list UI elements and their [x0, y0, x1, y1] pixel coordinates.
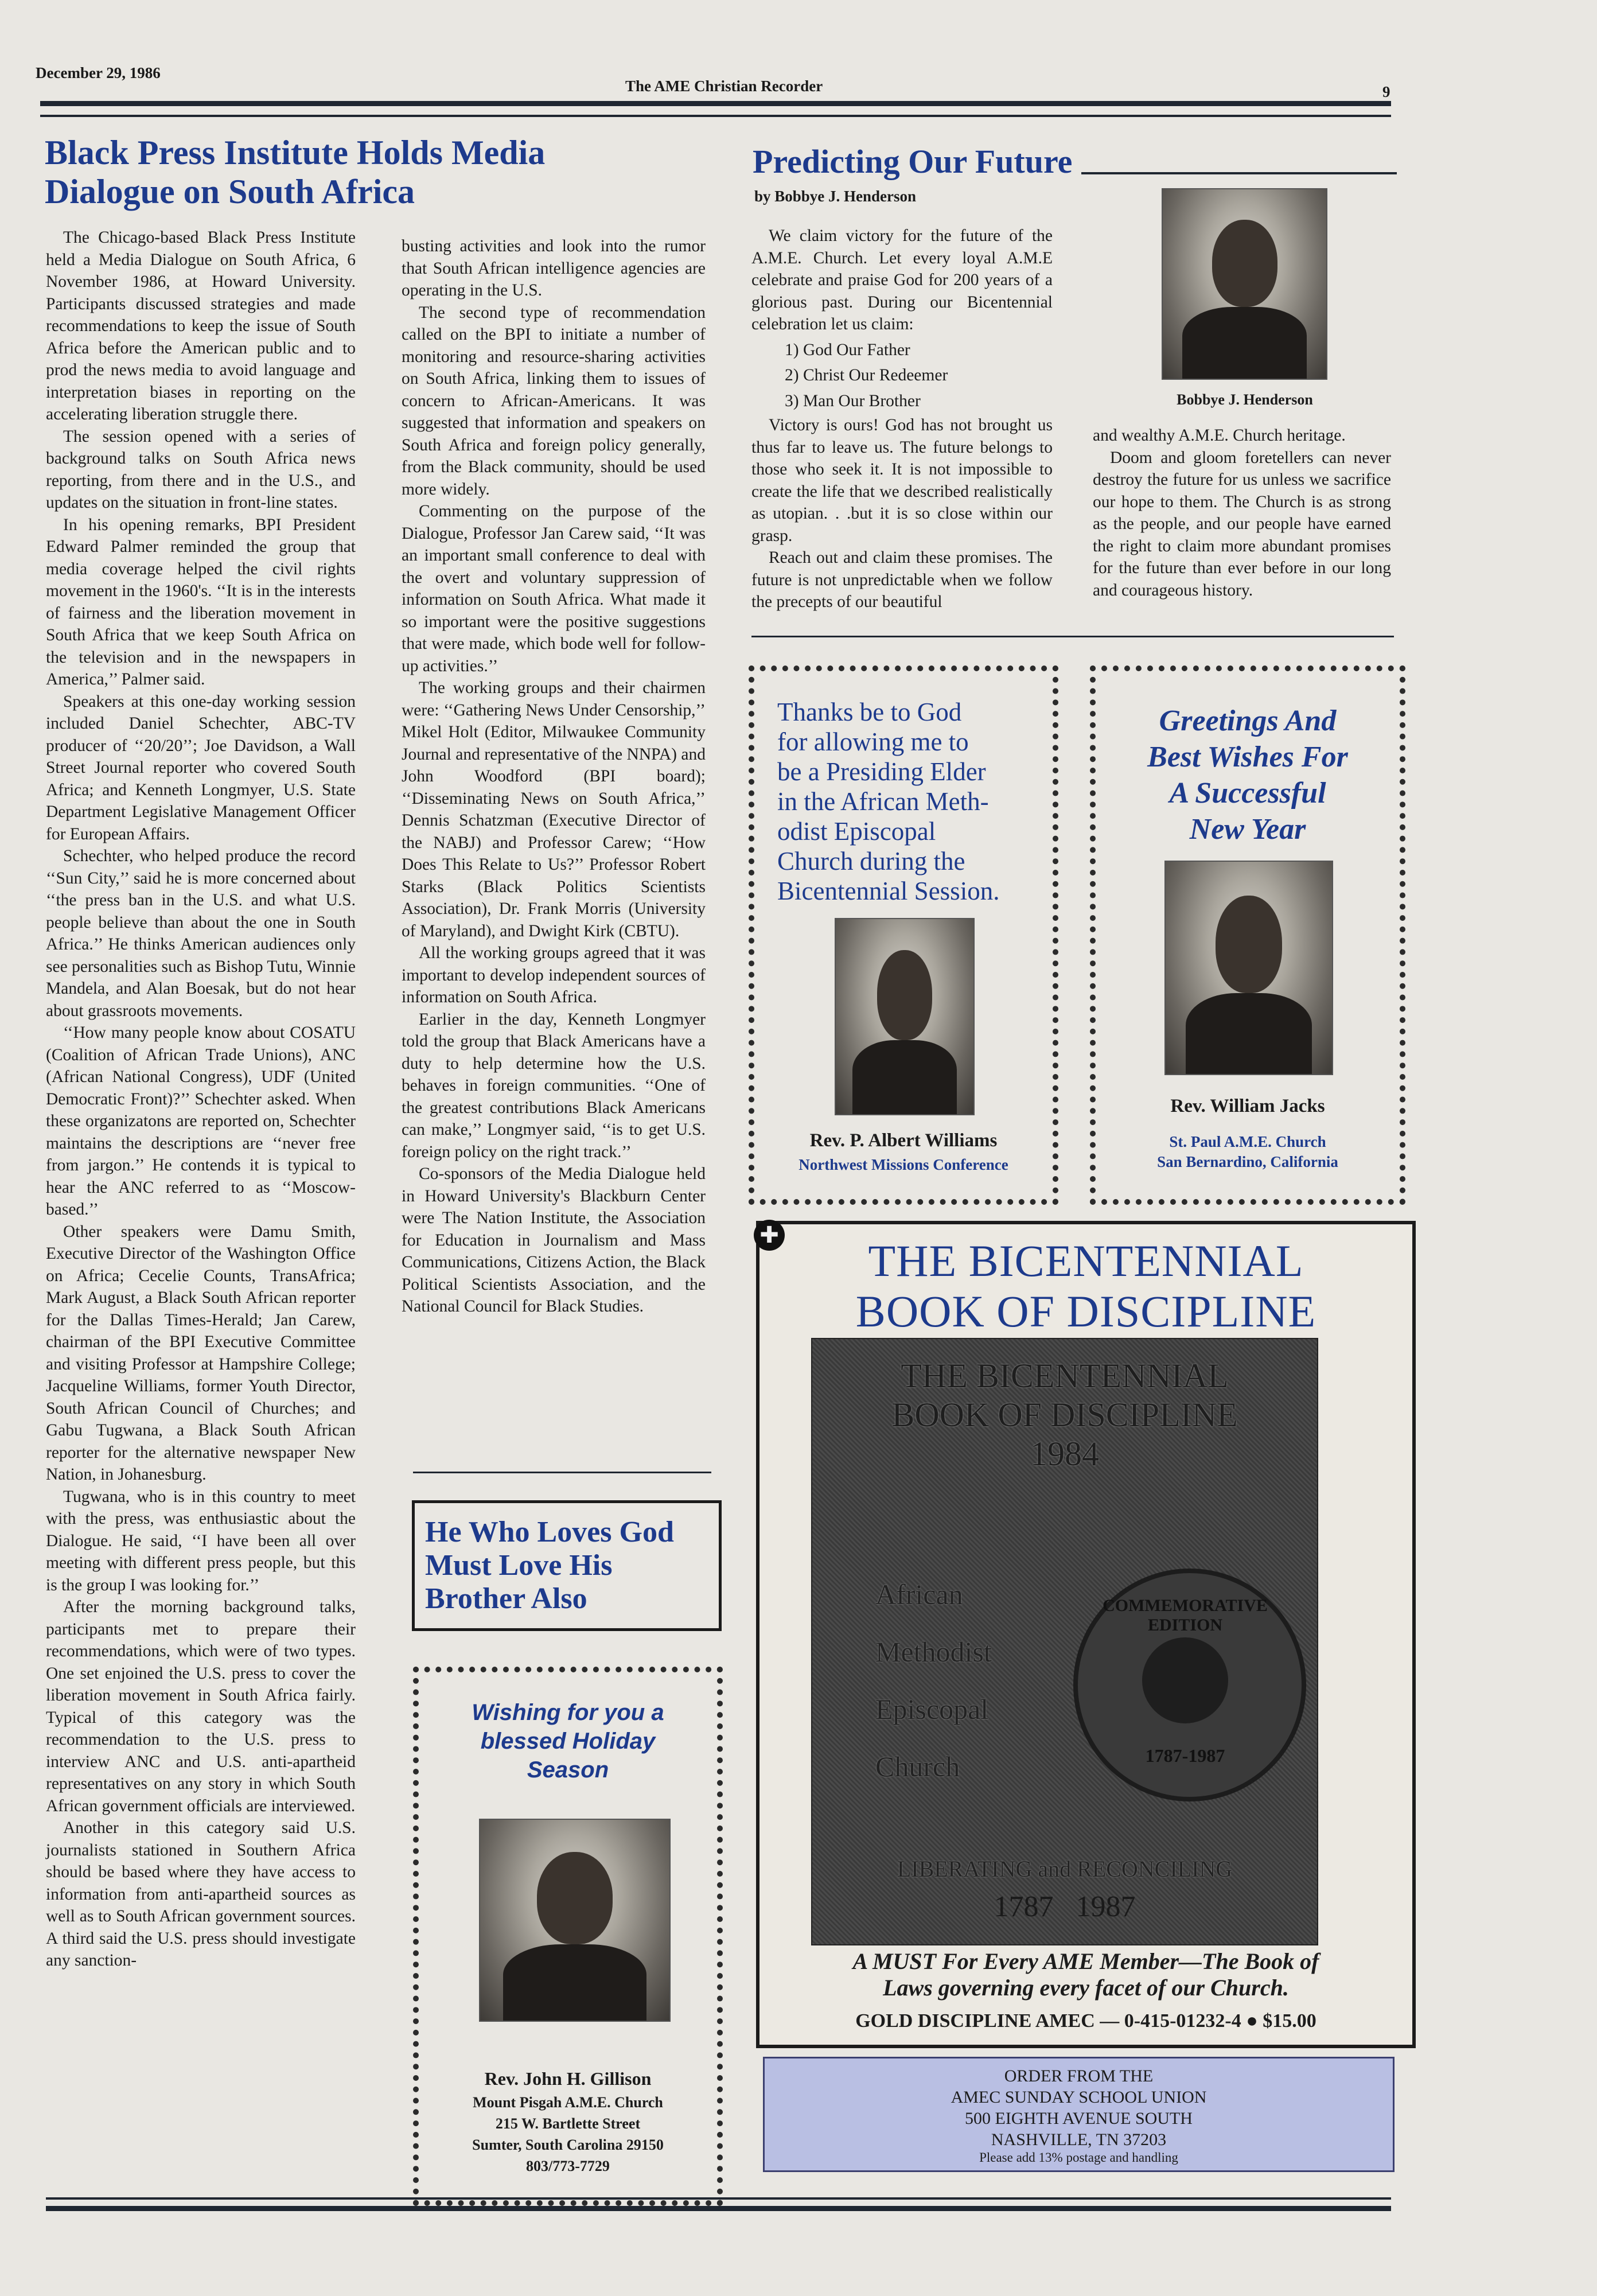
gillison-city: Sumter, South Carolina 29150 [472, 2137, 664, 2153]
paragraph: ‘‘How many people know about COSATU (Coalition of African Trade Unions), ANC (African National Congress), UDF (United Democratic Front)?’’ Schechter asked. When these organizatons are reported on, Schechter maintains the descriptions are ‘‘never free from jargon.’’ He contends it is typical to hear the ANC referred to as ‘‘Moscow-based.’’ [46, 1024, 356, 1219]
jacks-city: San Bernardino, California [1157, 1153, 1338, 1170]
brother-ad [412, 1500, 722, 1631]
book-cover-image [811, 1338, 1318, 1945]
jacks-portrait [1164, 861, 1333, 1075]
commemorative-seal [1073, 1569, 1306, 1801]
message-line: odist Episcopal [777, 817, 936, 846]
gillison-street: 215 W. Bartlette Street [495, 2115, 641, 2132]
paragraph: We claim victory for the future of the A.M.E. Church. Let every loyal A.M.E celebrate and praise God for 200 years of a glorious past. During our Bicentennial celebration let us claim: [751, 227, 1053, 333]
discipline-title-line-1: THE BICENTENNIAL [868, 1236, 1304, 1286]
order-postage: Please add 13% postage and handling [979, 2150, 1178, 2165]
article2-column-2 [1093, 425, 1391, 601]
church-word: Church [875, 1750, 960, 1783]
book-cover-title-line-1: THE BICENTENNIAL [901, 1357, 1229, 1395]
gillison-portrait [479, 1819, 671, 2022]
henderson-portrait [1162, 188, 1327, 380]
paragraph: Co-sponsors of the Media Dialogue held in Howard University's Blackburn Center were The Nation Institute, the Association for Education in Journalism and Mass Communications, Citizens Action, the Black Political Scientists Association, and the National Council for Black Studies. [402, 1165, 706, 1316]
paragraph: and wealthy A.M.E. Church heritage. [1093, 426, 1346, 445]
message-line: be a Presiding Elder [777, 757, 986, 786]
paragraph: After the morning background talks, participants met to prepare their recommendations, which were of two types. One set enjoined the U.S. press to cover the liberation movement in South Africa fairly. Typical of this category was the recommendation to the U.S. press to interview ANC and U.S. anti-apartheid representatives on any story in which South African government officials are interviewed. [46, 1598, 356, 1815]
discipline-title [759, 1236, 1412, 1337]
order-address: 500 EIGHTH AVENUE SOUTH [965, 2109, 1193, 2128]
headline-rule [1081, 172, 1397, 174]
tagline-line-2: Laws governing every facet of our Church. [883, 1975, 1289, 2001]
williams-name: Rev. P. Albert Williams [809, 1130, 998, 1151]
page-number: 9 [1382, 83, 1390, 100]
book-cover-title [812, 1356, 1317, 1473]
publication-name: The AME Christian Recorder [625, 77, 823, 95]
article2-column-1 [751, 225, 1053, 613]
article-column-1 [46, 227, 356, 1972]
article2-headline: Predicting Our Future [753, 143, 1073, 180]
discipline-title-line-2: BOOK OF DISCIPLINE [855, 1286, 1316, 1336]
footer-rule-thin [46, 2197, 1391, 2200]
claim-item: 2) Christ Our Redeemer [785, 366, 948, 384]
paragraph: The session opened with a series of background talks on South Africa news reporting, from there and in the U.S., and updates on the situation in front-line states. [46, 427, 356, 512]
jacks-ad [1090, 666, 1405, 1205]
column-divider [413, 1472, 711, 1473]
paragraph: Speakers at this one-day working session included Daniel Schechter, ABC-TV producer of ‘‘20/20’’; Joe Davidson, a Wall Street Journal reporter who covered South Africa; and Kenneth Longmyer, U.S. State Department Legislative Management Officer for European Affairs. [46, 692, 356, 843]
brother-ad-line-1: He Who Loves God [425, 1516, 674, 1548]
gillison-church: Mount Pisgah A.M.E. Church [473, 2094, 663, 2111]
brother-ad-line-2: Must Love His [425, 1549, 613, 1582]
greeting-line: Greetings And [1159, 705, 1337, 737]
greeting-line: A Successful [1169, 777, 1326, 810]
paragraph: The working groups and their chairmen were: ‘‘Gathering News Under Censorship,’’ Mikel Holt (Editor, Milwaukee Community Journal and representative of the NNPA) and John Woodford (BPI board); ‘‘Disseminating News on South Africa,’’ Dennis Schatzman (Executive Director of the NABJ) and Professor Carew; ‘‘How Does This Relate to Us?’’ Professor Robert Starks (Black Politics Scientists Association), Dr. Frank Morris (University of Maryland), and Dwight Kirk (CBTU). [402, 679, 706, 940]
message-line: Church during the [777, 847, 965, 875]
article-column-2 [402, 235, 706, 1318]
paragraph: Tugwana, who is in this country to meet with the press, was enthusiastic about the Dialogue. He said, ‘‘I have been all over meeting with different press people, but this is the group I was looking for.’’ [46, 1487, 356, 1594]
greeting-line-1: Wishing for you a [472, 1700, 664, 1725]
greeting-line-2: blessed Holiday [480, 1729, 656, 1754]
seal-text: COMMEMORATIVE EDITION [1103, 1596, 1268, 1635]
paragraph: The Chicago-based Black Press Institute held a Media Dialogue on South Africa, 6 November 1986, at Howard University. Participants discussed strategies and made recommendations to keep the issue of South Africa before the American public and to prod the news media to avoid language and interpretation biases in reporting on the accelerating liberation struggle there. [46, 228, 356, 423]
gillison-ad [413, 1667, 723, 2206]
paragraph: Commenting on the purpose of the Dialogue, Professor Jan Carew said, ‘‘It was an important small conference to deal with the overt and voluntary suppression of information on South Africa. What made it so important were the positive suggestions that were made, which bode well for follow-up activities.’’ [402, 502, 706, 675]
greeting-line: New Year [1189, 813, 1306, 846]
paragraph: Doom and gloom foretellers can never destroy the future for us unless we sacrifice our hope to them. The Church is as strong as the people, and our people have earned the right to claim more abundant promises for the future than ever before in our long and courageous history. [1093, 448, 1391, 600]
paragraph: In his opening remarks, BPI President Edward Palmer reminded the group that media coverage helped the civil rights movement in the 1960's. ‘‘It is in the interests of fairness and the liberation movement in South Africa that we keep South Africa on the television and in the newspapers in America,’’ Palmer said. [46, 515, 356, 688]
message-line: for allowing me to [777, 727, 969, 756]
issue-date: December 29, 1986 [36, 64, 161, 81]
claim-item: 3) Man Our Brother [785, 391, 921, 410]
paragraph: Schechter, who helped produce the record ‘‘Sun City,’’ said he is more concerned about ‘‘the press ban in the U.S. and what U.S. people believe than about the one in South Africa.’’ He thinks American audiences only see personalities such as Bishop Tutu, Winnie Mandela, and Alan Boesak, but do not hear about grassroots movements. [46, 847, 356, 1020]
williams-conference: Northwest Missions Conference [799, 1156, 1008, 1173]
order-city: NASHVILLE, TN 37203 [991, 2130, 1167, 2149]
williams-ad [749, 666, 1058, 1205]
claim-item: 1) God Our Father [785, 340, 910, 359]
paragraph: All the working groups agreed that it was important to develop independent sources of information on South Africa. [402, 944, 706, 1006]
article2-byline: by Bobbye J. Henderson [754, 188, 917, 205]
book-cover-church [875, 1566, 992, 1795]
jacks-church: St. Paul A.M.E. Church [1169, 1133, 1326, 1150]
book-cover-year: 1984 [1030, 1435, 1099, 1473]
paragraph: Other speakers were Damu Smith, Executive Director of the Washington Office on Africa; Cecelie Counts, TransAfrica; Mark August, a Black South African reporter for the Dallas Times-Herald; Jan Carew, chairman of the BPI Executive Committee and visiting Professor at Hampshire College; Jacqueline Williams, former Youth Director, South African Council of Churches; and Gabu Tugwana, a Black South African reporter for the alternative newspaper New Nation, in Johanesburg. [46, 1222, 356, 1484]
church-word: Methodist [875, 1636, 992, 1668]
williams-message [777, 697, 999, 906]
seal-center [1142, 1637, 1228, 1723]
book-cover-title-line-2: BOOK OF DISCIPLINE [891, 1396, 1238, 1434]
header-rule-thin [40, 115, 1391, 117]
gillison-name: Rev. John H. Gillison [484, 2068, 652, 2089]
seal-years: 1787-1987 [1145, 1745, 1225, 1766]
header-rule-thick [40, 101, 1391, 106]
paragraph: Reach out and claim these promises. The future is not unpredictable when we follow the precepts of our beautiful [751, 548, 1053, 611]
paragraph: Victory is ours! God has not brought us thus far to leave us. The future belongs to those who seek it. It is not impossible to create the life that we described realistically as utopian. . .but it is so close within our grasp. [751, 416, 1053, 545]
williams-portrait [835, 918, 975, 1115]
order-from: ORDER FROM THE [1004, 2067, 1154, 2085]
brother-ad-text [425, 1516, 674, 1616]
paragraph: The second type of recommendation called on the BPI to initiate a number of monitoring and resource-sharing activities on South Africa, linking them to issues of concern to African-Americans. It was suggested that information and speakers on South Africa and foreign policy generally, from the Black community, should be used more widely. [402, 303, 706, 499]
paragraph: Earlier in the day, Kenneth Longmyer told the group that Black Americans have a duty to help determine how the U.S. behaves in foreign communities. ‘‘One of the greatest contributions Black Americans can make,’’ Longmyer said, ‘‘is to get U.S. foreign policy on the right track.’’ [402, 1010, 706, 1161]
jacks-name: Rev. William Jacks [1170, 1096, 1325, 1116]
book-dates: 1787 1987 [994, 1890, 1136, 1923]
section-divider [751, 636, 1394, 637]
order-box [763, 2057, 1395, 2172]
discipline-tagline [759, 1948, 1412, 2001]
church-word: African [875, 1578, 963, 1610]
headline-line-2: Dialogue on South Africa [45, 173, 415, 211]
paragraph: Another in this category said U.S. journalists stationed in Southern Africa should be based where they have access to information from anti-apartheid sources as well as to South African government sources. A third said the U.S. press should investigate any sanction- [46, 1819, 356, 1970]
jacks-greeting [1096, 703, 1400, 847]
message-line: in the African Meth- [777, 787, 989, 816]
greeting-line-3: Season [527, 1757, 609, 1783]
headline-line-1: Black Press Institute Holds Media [45, 134, 546, 172]
church-word: Episcopal [875, 1693, 989, 1725]
order-union: AMEC SUNDAY SCHOOL UNION [951, 2088, 1207, 2107]
cross-emblem: ✚ [754, 1220, 785, 1251]
paragraph: busting activities and look into the rumor that South African intelligence agencies are operating in the U.S. [402, 237, 706, 299]
order-line: GOLD DISCIPLINE AMEC — 0-415-01232-4 ● $15.00 [855, 2010, 1316, 2032]
greeting-line: Best Wishes For [1147, 741, 1348, 773]
message-line: Thanks be to God [777, 698, 962, 726]
book-motto: LIBERATING and RECONCILING [897, 1856, 1233, 1882]
brother-ad-line-3: Brother Also [425, 1582, 587, 1615]
article-headline [45, 133, 545, 211]
message-line: Bicentennial Session. [777, 877, 1000, 905]
tagline-line-1: A MUST For Every AME Member—The Book of [852, 1948, 1319, 1974]
footer-rule-thick [46, 2206, 1391, 2211]
gillison-phone: 803/773-7729 [526, 2158, 610, 2174]
discipline-ad [756, 1221, 1416, 2048]
gillison-greeting [419, 1698, 717, 1784]
henderson-caption: Bobbye J. Henderson [1177, 391, 1313, 408]
